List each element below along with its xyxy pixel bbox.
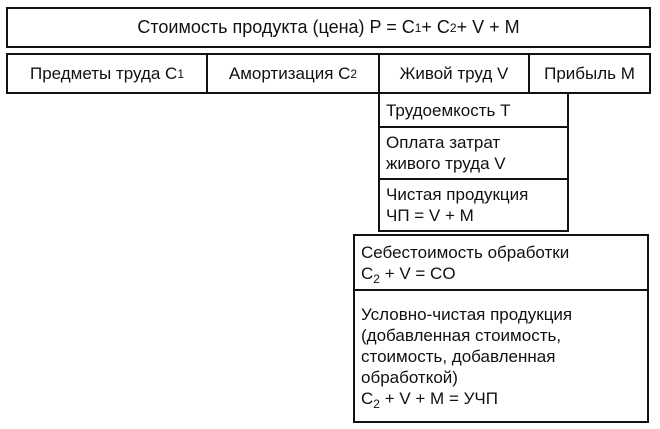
conditional-net-product-line3: стоимость, добавленная xyxy=(361,346,556,366)
processing-cost-line2 xyxy=(361,263,641,284)
cnp-c: C xyxy=(361,388,374,408)
wage-costs-line1: Оплата затрат xyxy=(386,133,501,152)
price-formula-text-a: Стоимость продукта (цена) P = C xyxy=(137,17,415,37)
net-product-line1: Чистая продукция xyxy=(386,185,529,204)
wage-costs-line2: живого труда V xyxy=(386,154,506,173)
price-formula-text-c: + V + M xyxy=(456,17,520,37)
conditional-net-product-line1: Условно-чистая продукция xyxy=(361,304,573,324)
processing-cost-c: C xyxy=(361,263,374,283)
depreciation-label: Амортизация C xyxy=(228,64,351,83)
depreciation-box: Амортизация C 2 xyxy=(206,53,380,94)
labor-intensity-box xyxy=(378,92,569,128)
conditional-net-product-box xyxy=(353,289,649,423)
net-product-line2: ЧП = V + M xyxy=(386,206,474,225)
living-labor-box xyxy=(378,53,530,94)
conditional-net-product-line2: (добавленная стоимость, xyxy=(361,325,562,345)
profit-label: Прибыль M xyxy=(544,64,635,83)
wage-costs-box xyxy=(378,126,569,180)
price-formula-text-b: + C xyxy=(421,17,450,37)
processing-cost-box xyxy=(353,234,649,291)
processing-cost-sub: 2 xyxy=(373,271,380,286)
labor-intensity-label: Трудоемкость T xyxy=(386,100,511,120)
processing-cost-line1: Себестоимость обработки xyxy=(361,242,570,262)
conditional-net-product-formula xyxy=(361,388,641,409)
profit-box xyxy=(528,53,651,94)
materials-label: Предметы труда C xyxy=(29,64,178,83)
cnp-sub: 2 xyxy=(373,396,380,411)
processing-cost-formula: + V = CO xyxy=(379,263,456,283)
net-product-box xyxy=(378,178,569,232)
materials-box: Предметы труда C 1 xyxy=(6,53,208,94)
conditional-net-product-line4: обработкой) xyxy=(361,367,458,387)
living-labor-label: Живой труд V xyxy=(399,64,509,83)
price-formula-box: Стоимость продукта (цена) P = C 1 + C 2 + V + M xyxy=(6,7,651,48)
cnp-formula-rest: + V + M = УЧП xyxy=(379,388,498,408)
